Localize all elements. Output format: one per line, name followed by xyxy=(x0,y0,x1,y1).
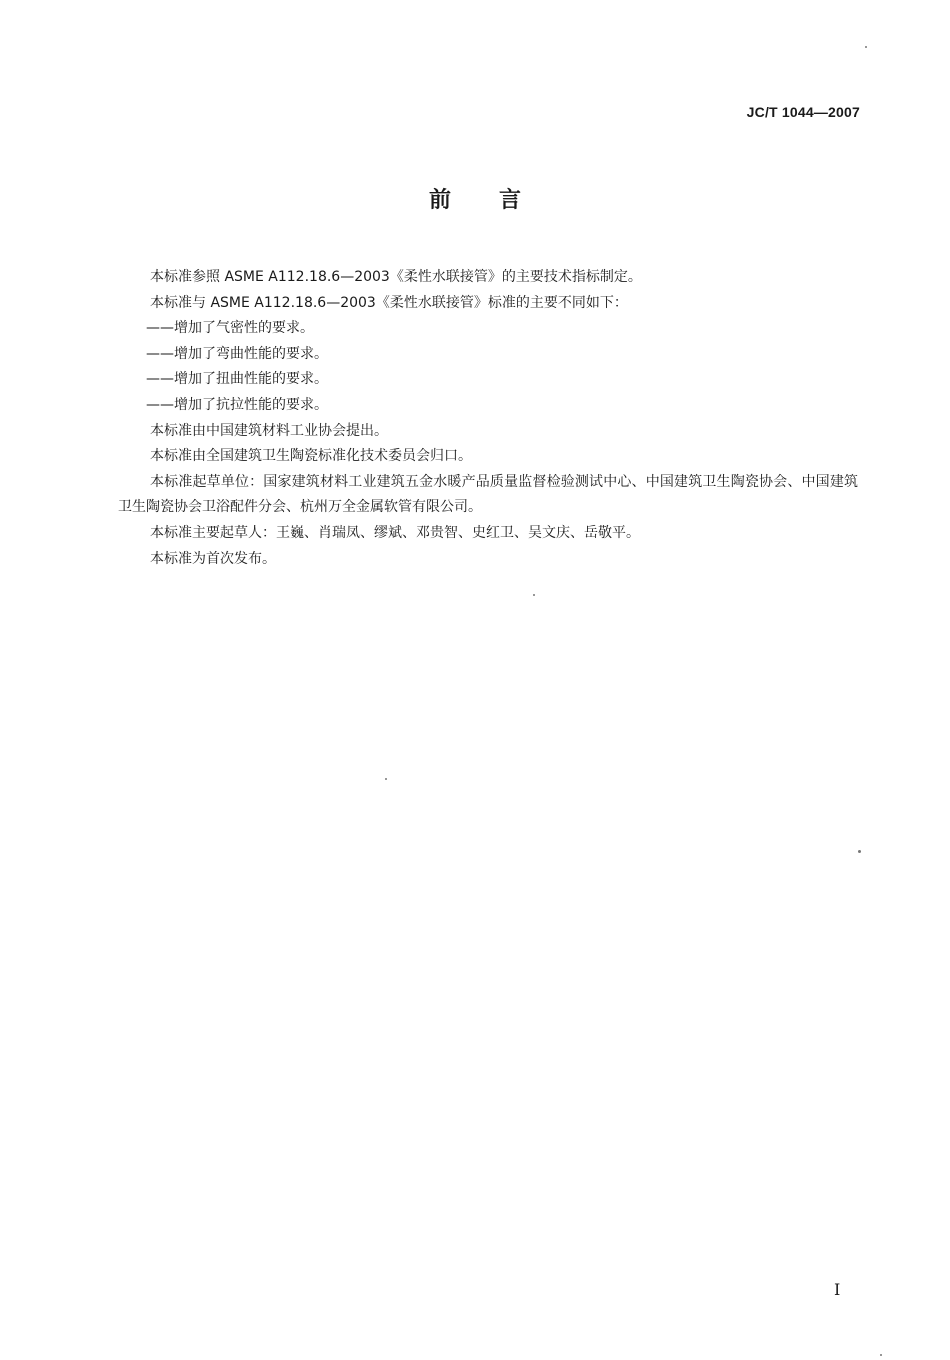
scan-speck xyxy=(880,1354,882,1356)
scan-speck xyxy=(858,850,861,853)
scan-speck xyxy=(533,594,535,596)
paragraph-differences-intro: 本标准与 ASME A112.18.6—2003《柔性水联接管》标准的主要不同如下： xyxy=(150,294,628,311)
page-title: 前言 xyxy=(428,188,569,213)
paragraph-reference: 本标准参照 ASME A112.18.6—2003《柔性水联接管》的主要技术指标制定。 xyxy=(150,269,642,285)
page-number: I xyxy=(834,1280,841,1299)
scan-speck xyxy=(865,46,867,48)
list-item-airtightness: ——增加了气密性的要求。 xyxy=(146,320,314,337)
paragraph-proposed-by: 本标准由中国建筑材料工业协会提出。 xyxy=(150,422,388,439)
scan-speck xyxy=(385,778,387,780)
list-item-torsion: ——增加了扭曲性能的要求。 xyxy=(146,371,328,388)
paragraph-first-release: 本标准为首次发布。 xyxy=(150,550,276,567)
list-item-bending: ——增加了弯曲性能的要求。 xyxy=(146,345,328,362)
foreword-body xyxy=(118,265,858,572)
paragraph-drafters: 本标准主要起草人：王巍、肖瑞凤、缪斌、邓贵智、史红卫、吴文庆、岳敬平。 xyxy=(150,524,640,541)
paragraph-drafting-units: 本标准起草单位：国家建筑材料工业建筑五金水暖产品质量监督检验测试中心、中国建筑卫生陶瓷协会、中国建筑卫生陶瓷协会卫浴配件分会、杭州万全金属软管有限公司。 xyxy=(118,473,858,516)
paragraph-under-jurisdiction: 本标准由全国建筑卫生陶瓷标准化技术委员会归口。 xyxy=(150,448,472,465)
standard-number: JC/T 1044—2007 xyxy=(746,104,860,120)
list-item-tensile: ——增加了抗拉性能的要求。 xyxy=(146,396,328,413)
